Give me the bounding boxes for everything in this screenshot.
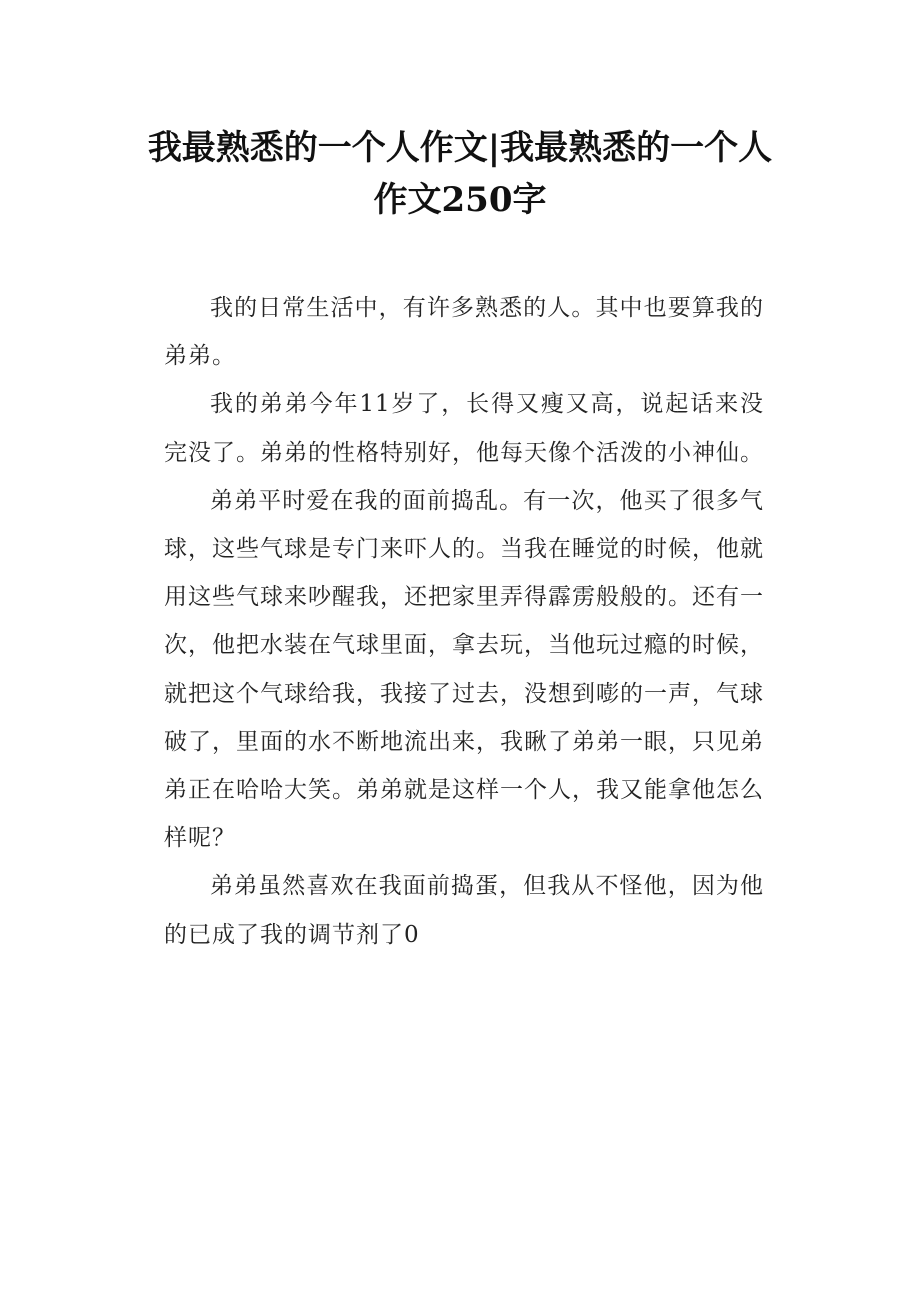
document-title: 我最熟悉的一个人作文|我最熟悉的一个人作文250字 (147, 128, 773, 220)
document-body (164, 284, 764, 959)
paragraph-1: 我的日常生活中，有许多熟悉的人。其中也要算我的弟弟。 (164, 295, 764, 370)
paragraph-3: 弟弟平时爱在我的面前捣乱。有一次，他买了很多气球，这些气球是专门来吓人的。当我在睡觉的时候，他就用这些气球来吵醒我，还把家里弄得霹雳般般的。还有一次，他把水装在气球里面，拿去玩，当他玩过瘾的时候，就把这个气球给我，我接了过去，没想到嘭的一声，气球破了，里面的水不断地流出来，我瞅了弟弟一眼，只见弟弟正在哈哈大笑。弟弟就是这样一个人，我又能拿他怎么样呢？ (164, 487, 764, 852)
paragraph-4: 弟弟虽然喜欢在我面前捣蛋，但我从不怪他，因为他的已成了我的调节剂了0 (164, 873, 764, 948)
paragraph-2: 我的弟弟今年11岁了，长得又瘦又高，说起话来没完没了。弟弟的性格特别好，他每天像个活泼的小神仙。 (164, 391, 764, 466)
